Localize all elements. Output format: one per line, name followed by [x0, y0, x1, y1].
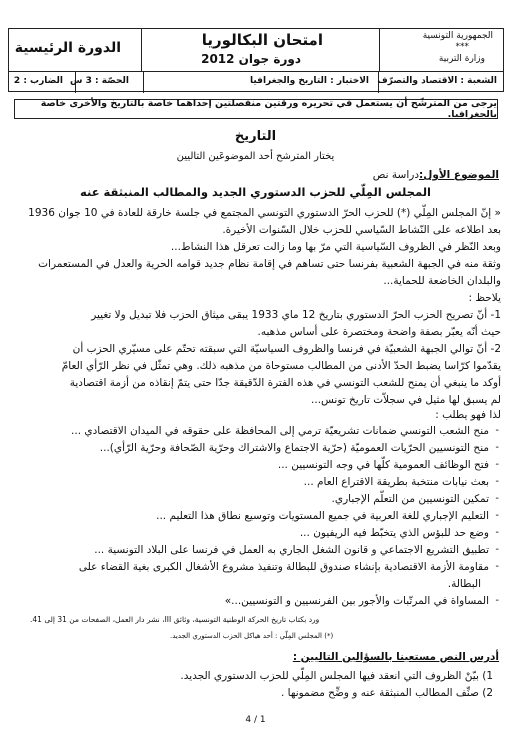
demand-item: تطبيق التشريع الاجتماعي و قانون الشغل الجاري به العمل في فرنسا على البلاد التونسية ...	[94, 544, 489, 556]
text-line: والبلدان الخاضعة للحماية...	[383, 275, 501, 287]
instructions-notice: يرجى من المترشّح أن يستعمل في تحريره ورقتين منفصلتين إحداهما خاصة بالتاريخ والأخرى خاصة بالجغرافيا.	[14, 99, 498, 119]
text-line: لذا فهو يطلب :	[435, 409, 501, 421]
demand-item: المساواة في المرتّبات والأجور بين الفرنسيين و التونسيين...»	[224, 595, 489, 607]
stars-label: ***	[455, 42, 469, 52]
questions-heading: أدرس النص مستعينا بالسؤالين التاليين :	[292, 651, 499, 663]
topic-type: دراسة نص	[372, 169, 419, 181]
text-source: ورد بكتاب تاريخ الحركة الوطنية التونسية، وثائق III، نشر دار العمل، الصفحات من 31 إلى 41.	[30, 615, 320, 624]
demand-item: فتح الوظائف العمومية كلّها في وجه التونسيين ...	[277, 459, 489, 471]
demand-item: وضع حد للبؤس الذي يتخبّط فيه الريفيون ...	[299, 527, 489, 539]
text-line: وثقة منه في الجبهة الشعبية بفرنسا حتى تساهم في إقامة نظام جديد قوامه الحرية والعدل في المستعمرات	[38, 258, 501, 270]
text-line: يلاحظ :	[468, 292, 501, 304]
demand-item: مقاومة الأزمة الاقتصادية بإنشاء صندوق للبطالة وتنفيذ مشروع الأشغال الكبرى بغية القضاء على	[78, 561, 489, 573]
coefficient-label: الضارب : 2	[13, 76, 63, 86]
question-item: 2) صنِّف المطالب المنبثقة عنه و وضِّح مضمونها .	[280, 687, 493, 699]
session-type: الدورة الرئيسية	[14, 40, 121, 56]
subject-label: الاختبار : التاريخ والجغرافيا	[250, 76, 369, 86]
demand-item: التعليم الإجباري للغة العربية في جميع المستويات وتوسيع نطاق هذا التعليم ...	[156, 510, 489, 522]
branch-label: الشعبة : الاقتصاد والتصرّف	[377, 76, 497, 86]
demand-item: منح الشعب التونسي ضمانات تشريعيّة ترمي إلى المحافظة على حقوقه في الميدان الاقتصادي ...	[71, 425, 489, 437]
exam-page: الجمهورية التونسية *** وزارة التربية امتحان البكالوريا دورة جوان 2012 الدورة الرئيسية الشعبة : الاقتصاد والتصرّف الاختبار : التاريخ والجغرافيا الحصّة : 3 س الضارب : 2 يرجى من المترشّح أن يستعمل في تحريره ورقتين منفصلتين إحداهما خاصة بالتاريخ والأخرى خاصة بالجغرافيا. التاريخ يختار المترشح أحد الموضوعَين التاليين الموضوع الأول: دراسة نص المجلس المِلّي للحزب الدستوري الجديد والمطالب المنبثقة عنه « إنّ المجلس المِلّي (*) للحزب الحرّ الدستوري التونسي المجتمع في جلسة خارقة للعادة في 10 جوان 1936 بعد اطلاعه على النّشاط السّياسي للحزب خلال السّنوات الأخيرة. وبعد النّظر في الظروف السّياسية التي مرّ بها وما زالت تعرقل هذا النشاط... وثقة منه في الجبهة الشعبية بفرنسا حتى تساهم في إقامة نظام جديد قوامه الحرية والعدل في المستعمرات والبلدان الخاضعة للحماية... يلاحظ : 1- أنّ تصريح الحزب الحرّ الدستوري بتاريخ 12 ماي 1933 يبقى ميثاق الحزب فلا تبديل ولا تغيير حيث أنّه يعبّر بصفة واضحة ومختصرة على أساس مذهبه. 2- أنّ توالي الجبهة الشعبيّة في فرنسا والظروف السياسيّة التي سبقته تحتّم على مسيّري الحزب أن يقدّموا كرّاسا يضبط الحدّ الأدنى من المطالب مستوحاة من مذهبه ذلك. وهي تمثّل في نظر الرّأي العامّ أوكد ما ينبغي أن يمنح للشعب التونسي في هذه الفترة الدّقيقة جدّا حتى يتمّ إنقاذه من أزمة اقتصادية لم يسبق لها مثيل في سجلاّت تاريخ تونس... لذا فهو يطلب : منح الشعب التونسي ضمانات تشريعيّة ترمي إلى المحافظة على حقوقه في الميدان الاقتصادي ... منح التونسيين الحرّيات العموميّة (حرّية الاجتماع والاشتراك وحرّية الصّحافة وحرّية الرّأي)... فتح الوظائف العمومية كلّها في وجه التونسيين ... بعث نيابات منتخبة بطريقة الاقتراع العام ... تمكين التونسيين من التعلّم الإجباري. التعليم الإجباري للغة العربية في جميع المستويات وتوسيع نطاق هذا التعليم ... وضع حد للبؤس الذي يتخبّط فيه الريفيون ... تطبيق التشريع الاجتماعي و قانون الشغل الجاري به العمل في فرنسا على البلاد التونسية ... مقاومة الأزمة الاقتصادية بإنشاء صندوق للبطالة وتنفيذ مشروع الأشغال الكبرى بغية القضاء على البطالة. المساواة في المرتّبات والأجور بين الفرنسيين و التونسيين...» - - - - - - - - - - ورد بكتاب تاريخ الحركة الوطنية التونسية، وثائق III، نشر دار العمل، الصفحات من 31 إلى 41. (*) المجلس المِلّي : أحد هياكل الحزب الدستوري الجديد. أدرس النص مستعينا بالسؤالين التاليين : 1) بيّنْ الظروف التي انعقد فيها المجلس المِلّي للحزب الدستوري الجديد. 2) صنِّف المطالب المنبثقة عنه و وضِّح مضمونها . 4 / 1	[0, 0, 511, 736]
exam-title: امتحان البكالوريا	[201, 31, 323, 49]
demand-item: تمكين التونسيين من التعلّم الإجباري.	[331, 493, 489, 505]
footnote: (*) المجلس المِلّي : أحد هياكل الحزب الدستوري الجديد.	[170, 632, 334, 640]
header-ministry-cell	[379, 29, 503, 71]
text-title: المجلس المِلّي للحزب الدستوري الجديد والمطالب المنبثقة عنه	[80, 185, 431, 199]
ministry-label: وزارة التربية	[438, 54, 485, 64]
section-instruction: يختار المترشح أحد الموضوعَين التاليين	[176, 151, 335, 162]
duration-label: الحصّة : 3 س	[70, 76, 129, 86]
text-line: 2- أنّ توالي الجبهة الشعبيّة في فرنسا والظروف السياسيّة التي سبقته تحتّم على مسيّري الحزب أن	[72, 343, 501, 355]
text-line: 1- أنّ تصريح الحزب الحرّ الدستوري بتاريخ 12 ماي 1933 يبقى ميثاق الحزب فلا تبديل ولا تغيير	[91, 309, 501, 321]
text-line: يقدّموا كرّاسا يضبط الحدّ الأدنى من المطالب مستوحاة من مذهبه ذلك. وهي تمثّل في نظر الرّأي العامّ	[61, 360, 501, 372]
republic-label: الجمهورية التونسية	[422, 31, 493, 41]
text-line: أوكد ما ينبغي أن يمنح للشعب التونسي في هذه الفترة الدّقيقة جدّا حتى يتمّ إنقاذه من أزمة اقتصادية	[69, 377, 501, 389]
header-session-cell	[9, 29, 143, 71]
page-number: 4 / 1	[245, 715, 266, 725]
text-line: لم يسبق لها مثيل في سجلاّت تاريخ تونس...	[311, 394, 501, 406]
text-line: بعد اطلاعه على النّشاط السّياسي للحزب خلال السّنوات الأخيرة.	[222, 224, 501, 236]
header-exam-cell	[141, 29, 379, 71]
demand-item: بعث نيابات منتخبة بطريقة الاقتراع العام ...	[303, 476, 489, 488]
demand-item: منح التونسيين الحرّيات العموميّة (حرّية الاجتماع والاشتراك وحرّية الصّحافة وحرّية الرّأي)...	[99, 442, 489, 454]
section-title: التاريخ	[234, 129, 277, 144]
text-line: حيث أنّه يعبّر بصفة واضحة ومختصرة على أساس مذهبه.	[257, 326, 501, 338]
session-date: دورة جوان 2012	[201, 52, 301, 66]
text-line: وبعد النّظر في الظروف السّياسية التي مرّ بها وما زالت تعرقل هذا النشاط...	[170, 241, 501, 253]
question-item: 1) بيّنْ الظروف التي انعقد فيها المجلس المِلّي للحزب الدستوري الجديد.	[180, 670, 493, 682]
topic-label: الموضوع الأول:	[419, 169, 499, 181]
exam-header	[8, 28, 504, 92]
text-line: « إنّ المجلس المِلّي (*) للحزب الحرّ الدستوري التونسي المجتمع في جلسة خارقة للعادة في 10 جوان 1936	[28, 207, 501, 219]
demand-item: البطالة.	[447, 578, 481, 590]
header-details-row	[9, 71, 503, 93]
